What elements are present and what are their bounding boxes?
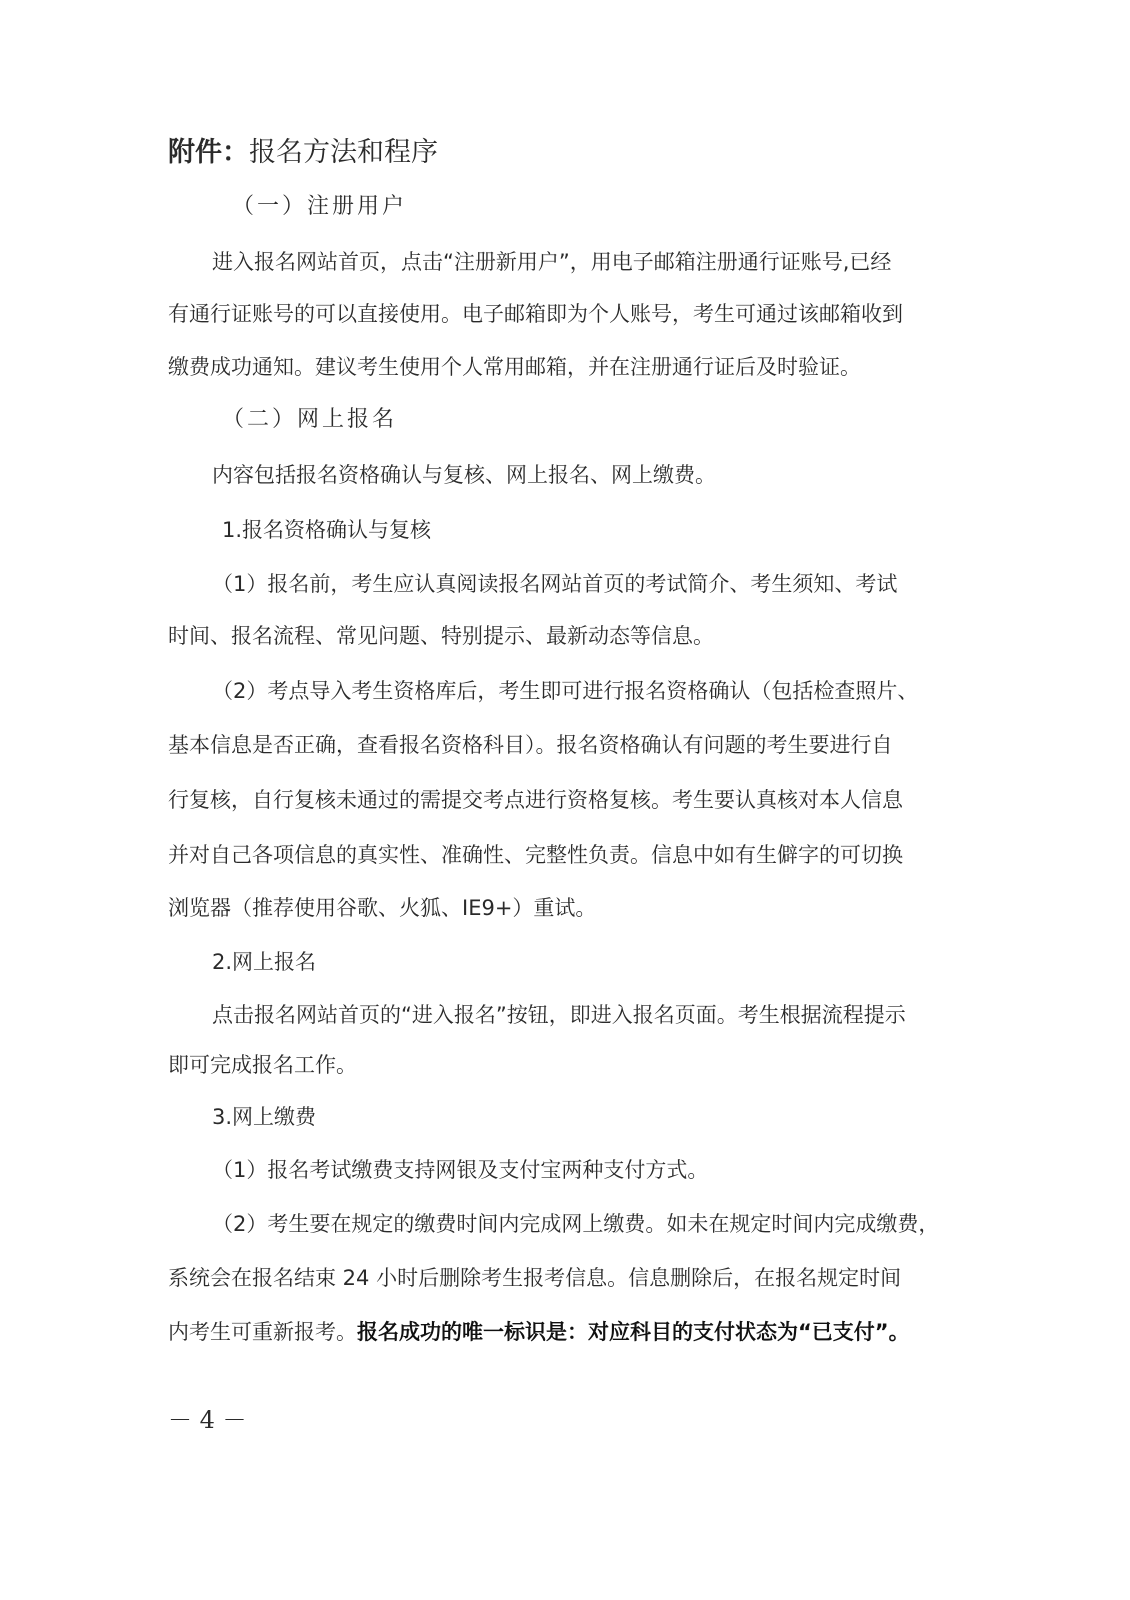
section1-heading: （一）注册用户: [232, 194, 408, 219]
sub2-heading: 2.网上报名: [212, 950, 317, 974]
paragraph-line: 即可完成报名工作。: [168, 1053, 357, 1077]
title-label: 附件：: [168, 137, 249, 168]
document-title: [168, 138, 943, 168]
paragraph-text: 内考生可重新报考。: [168, 1320, 357, 1344]
emphasis-text: 报名成功的唯一标识是：对应科目的支付状态为“已支付”。: [357, 1320, 910, 1344]
sub1-heading: 1.报名资格确认与复核: [222, 518, 432, 542]
sub3-heading: 3.网上缴费: [212, 1105, 317, 1129]
section2-intro: 内容包括报名资格确认与复核、网上报名、网上缴费。: [212, 463, 716, 487]
page-number: － 4 －: [168, 1406, 247, 1434]
paragraph-line: 并对自己各项信息的真实性、准确性、完整性负责。信息中如有生僻字的可切换: [168, 843, 903, 867]
paragraph-line: 行复核，自行复核未通过的需提交考点进行资格复核。考生要认真核对本人信息: [168, 788, 903, 812]
paragraph-line: 有通行证账号的可以直接使用。电子邮箱即为个人账号，考生可通过该邮箱收到: [168, 302, 903, 326]
paragraph-line: 基本信息是否正确，查看报名资格科目）。报名资格确认有问题的考生要进行自: [168, 733, 893, 757]
section2-heading: （二）网上报名: [222, 407, 398, 432]
paragraph-line: 进入报名网站首页，点击“注册新用户”，用电子邮箱注册通行证账号,已经: [212, 250, 892, 274]
paragraph-line: （1）报名前，考生应认真阅读报名网站首页的考试简介、考生须知、考试: [212, 572, 898, 596]
title-text: 报名方法和程序: [249, 137, 438, 168]
paragraph-line: [168, 1317, 943, 1347]
paragraph-line: 系统会在报名结束 24 小时后删除考生报考信息。信息删除后，在报名规定时间: [168, 1266, 902, 1290]
paragraph-line: （2）考生要在规定的缴费时间内完成网上缴费。如未在规定时间内完成缴费，: [212, 1212, 940, 1236]
paragraph-line: 浏览器（推荐使用谷歌、火狐、IE9+）重试。: [168, 896, 597, 920]
paragraph-line: （1）报名考试缴费支持网银及支付宝两种支付方式。: [212, 1158, 709, 1182]
paragraph-line: 时间、报名流程、常见问题、特别提示、最新动态等信息。: [168, 624, 714, 648]
paragraph-line: （2）考点导入考生资格库后，考生即可进行报名资格确认（包括检查照片、: [212, 679, 919, 703]
paragraph-line: 点击报名网站首页的“进入报名”按钮，即进入报名页面。考生根据流程提示: [212, 1003, 906, 1027]
paragraph-line: 缴费成功通知。建议考生使用个人常用邮箱，并在注册通行证后及时验证。: [168, 355, 861, 379]
